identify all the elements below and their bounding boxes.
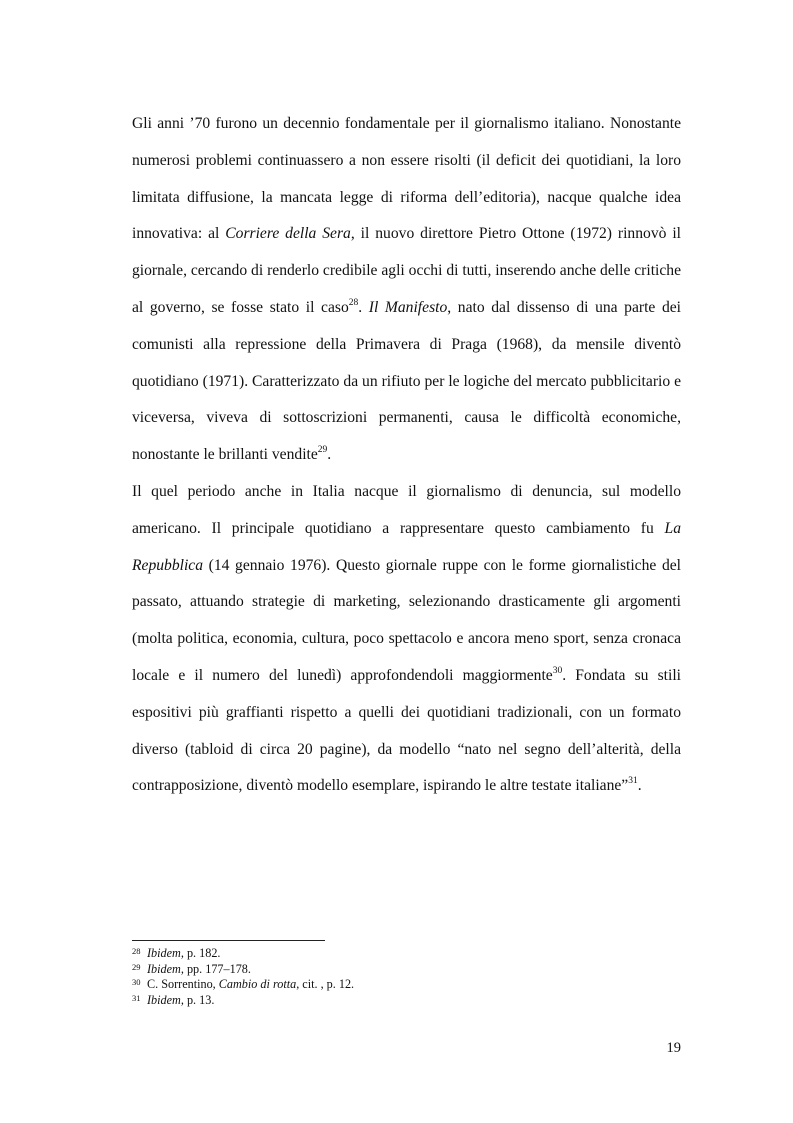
footnote-number: 30 — [132, 977, 141, 988]
footnote-29 — [132, 962, 681, 978]
footnote-number: 31 — [132, 992, 141, 1003]
footnote-31 — [132, 993, 681, 1009]
footnote-reference: 29 — [317, 444, 328, 455]
italic-text: Cambio di rotta — [218, 977, 297, 992]
text-run: C. Sorrentino, — [147, 977, 219, 992]
footnote-number: 28 — [132, 946, 141, 956]
paragraph-1 — [132, 106, 681, 474]
footnote-number: 29 — [132, 961, 141, 972]
paragraph-2 — [132, 474, 681, 805]
text-run: Il quel periodo anche in Italia nacque il giornalismo di denuncia, sul modello americano. Il principale quotidiano a rappresentare questo cambiamento fu — [132, 482, 681, 537]
italic-text: Ibidem, — [147, 992, 184, 1007]
footnote-reference: 28 — [348, 297, 359, 308]
page-number: 19 — [666, 1040, 681, 1056]
footnote-reference: 31 — [628, 776, 638, 787]
italic-text: Ibidem, — [147, 961, 184, 976]
footnote-separator — [132, 940, 325, 941]
italic-text: Il Manifesto — [368, 298, 448, 316]
footnote-30 — [132, 977, 681, 993]
footnote-28 — [132, 946, 681, 962]
text-run: pp. 177–178. — [183, 961, 251, 976]
text-run: p. 182. — [183, 946, 221, 960]
text-run: . Fondata su stili espositivi più graffianti rispetto a quelli dei quotidiani tradizionali, con un formato diverso (tabloid di circa 20 pagine), da modello “nato nel segno dell’alterità, della contrapposizione, diventò modello esemplare, ispirando le altre testate italiane” — [132, 666, 681, 795]
text-run: p. 13. — [183, 992, 215, 1007]
italic-text: Ibidem, — [147, 946, 184, 960]
footnotes — [132, 946, 681, 1008]
body-text — [132, 106, 681, 805]
text-run: . — [358, 298, 369, 316]
text-run: Gli anni ’70 furono un decennio fondamentale per il giornalismo italiano. Nonostante numerosi problemi continuassero a non essere risolti (il deficit dei quotidiani, la loro limitata diffusione, la mancata legge di riforma dell’editoria), nacque qualche idea innovativa: al — [132, 115, 681, 243]
text-run: , cit. , p. 12. — [296, 977, 355, 992]
text-run: , il nuovo direttore Pietro Ottone (1972) rinnovò il giornale, cercando di renderlo credibile agli occhi di tutti, inserendo anche delle critiche al governo, se fosse stato il caso — [132, 225, 682, 316]
text-run: (14 gennaio 1976). Questo giornale ruppe con le forme giornalistiche del passato, attuando strategie di marketing, selezionando drasticamente gli argomenti (molta politica, economia, cultura, poco spettacolo e ancora meno sport, senza cronaca locale e il numero del lunedì) approfondendoli maggiormente — [132, 556, 681, 684]
italic-text: La Repubblica — [132, 519, 681, 574]
text-run: . — [637, 777, 642, 795]
footnote-reference: 30 — [552, 665, 563, 676]
text-run: , nato dal dissenso di una parte dei comunisti alla repressione della Primavera di Praga (1968), da mensile diventò quotidiano (1971). Caratterizzato da un rifiuto per le logiche del mercato pubblicitario e viceversa, viveva di sottoscrizioni permanenti, causa le difficoltà economiche, nonostante le brillanti vendite — [132, 298, 682, 464]
text-run: . — [327, 446, 332, 464]
italic-text: Corriere della Sera — [225, 225, 351, 243]
